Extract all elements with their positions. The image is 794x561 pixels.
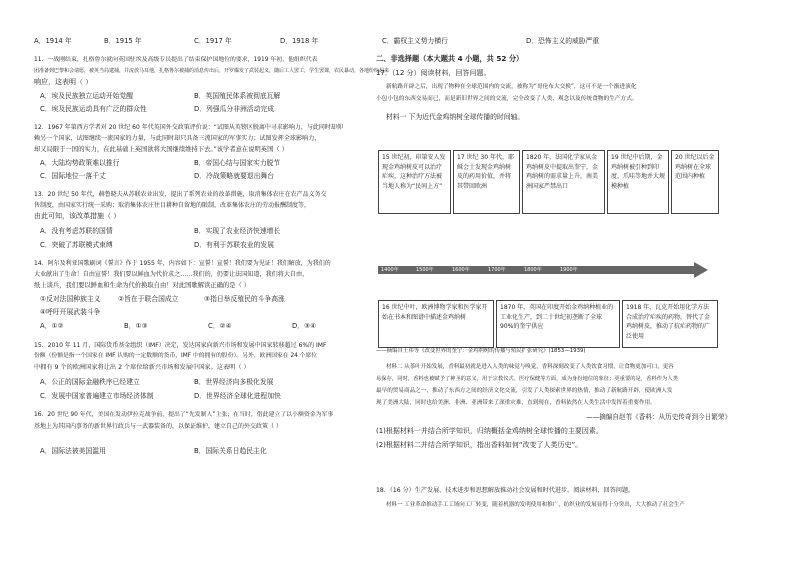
material-1-source: ——摘编自王祎等《改变世界的奎宁：金鸡纳树的传播与殖民扩张研究》(1853—1939) xyxy=(376,348,586,354)
q15-line-2: 份额（份额是指一个国家在 IMF 认购的一定数额的货币，IMF 中的拥有的股份）。另外，欧洲国家在 24 个席位 xyxy=(34,353,318,359)
q12-option-c: C．国际地位一落千丈 xyxy=(40,172,106,180)
timeline-box-5: 20 世纪以后金鸡纳树在全球范围内种植 xyxy=(671,150,719,214)
timeline-label-1500: 1500年 xyxy=(416,267,434,273)
timeline-label-1400: 1400年 xyxy=(381,267,399,273)
timeline-box-3: 1820 年，法国化学家从金鸡纳树皮中提取出奎宁，金鸡纳树的需求量上升，南美洲国家严禁出口 xyxy=(522,150,605,214)
material-2-line-1: 材料二 从茶叶开始发展，香料最初就是进入人类的味觉与嗅觉，香料深刻改变了人类饮食习惯，让食物更加可口，更容 xyxy=(386,364,674,370)
timeline-box-8: 1918 年，瓦克开始用化学方法合成治疗疟疾的药物，替代了金鸡纳树皮，推动了抗疟药物的广泛使用 xyxy=(622,300,718,348)
q14-line-2: 大业献出了生命！自由宣誓！我们要以鲜血为代价求之……我们的，仍要让法国知道，我们将大自由， xyxy=(34,271,309,278)
material-2-line-3: 最早的贸易商品之一，推动了东西方之间的经济文化交流，引发了人类探索世界的热情，推动了新航路开辟，使欧洲人发 xyxy=(376,388,673,394)
q14-option-a: A．①② xyxy=(40,322,64,330)
q15-option-b: B．世界经济向多极化发展 xyxy=(194,378,274,386)
q12-option-d: D．冷战策略就要退出舞台 xyxy=(194,172,274,180)
timeline-label-1900: 1900年 xyxy=(560,267,578,273)
q17-intro-1: 新航路开辟之后，出现了物种在全球范围内的交流，被称为“哥伦布大交换”，这可不是一个渐进演化 xyxy=(386,84,637,90)
q14-line-1: 14．阿尔及利亚国歌刷词《誓言》作于 1955 年，内容如下：宣誓！宣誓！我们要为见证！我们解放，为我们的 xyxy=(34,260,331,267)
timeline-box-2: 17 世纪 30 年代，耶稣会士发现金鸡纳树皮的药用价值，并将其带回欧洲 xyxy=(453,150,520,214)
q14-item-3: ③指日举反殖民的斗争高涨 xyxy=(204,295,285,303)
q13-option-c: C．突破了苏联模式束缚 xyxy=(40,241,113,249)
timeline-box-1: 15 世纪初，印第安人发现金鸡纳树皮可以治疗疟疾，这种治疗方法被当地人称为“民间上方” xyxy=(378,150,451,214)
option-d: D．恐怖主义的威胁严重 xyxy=(526,37,600,45)
q14-line-3: 纸上谈兵，我们要以鲜血和生命为代价换取自由！对此国歌解读正确的是（ ） xyxy=(34,282,251,289)
q13-option-a: A．没有考虑苏联的国情 xyxy=(40,227,113,235)
q14-option-d: D．③④ xyxy=(292,322,317,330)
q11-line-2: 团准备到巴黎和会请愿，被英当局逮捕，并流放马耳他，扎格鲁尔被捕的消息传出后，开罗爆发了武装起义，随后工人罢工，学生罢课，农民暴动，各地纷纷起来 xyxy=(34,68,390,74)
q16-line-2: 基地上为其国内事务的新世界行政兵与一武器装备的，以保证维护，建立自己的外交政策（ ） xyxy=(34,423,282,430)
q12-option-a: A．大陆均势政策难以推行 xyxy=(40,159,120,167)
timeline-box-6: 16 世纪中叶，欧洲博物学家和医学家开始在书本和图谱中描述金鸡纳树 xyxy=(378,300,494,348)
q13-line-3: 由此可知，该改革措施（ ） xyxy=(34,212,121,220)
q17-subquestion-1: (1)根据材料一并结合所学知识，归纳概括金鸡纳树全球传播的主要因素。 xyxy=(376,427,603,435)
material-2-line-2: 易保存，同时，香料也被赋予了神圣的意义，用于宗教仪式、医疗保健等方面，成为身份地位的象征；更重要的是，香料作为人类 xyxy=(376,376,678,382)
q14-item-4: ④呼吁开展武装斗争 xyxy=(40,308,101,316)
timeline-axis xyxy=(378,266,694,274)
material-2-line-4: 现了美洲大陆，同时也给美洲、非洲、亚洲带来了深重灾难，直到现在，香料依然在人类生活中发挥着重要作用。 xyxy=(376,400,656,406)
q11-line-1: 11．一战刚结束，扎格鲁尔就向英国驻埃及高级专员提出了结束保护国地位的要求，1919 年初，他组织代表 xyxy=(34,57,318,63)
timeline-box-7: 1870 年，英国在印度开始金鸡纳种植业的工业化生产，到二十世纪初垄断了全球 90%的奎宁供应 xyxy=(496,300,620,348)
q14-item-1: ①反对法国种族主义 xyxy=(40,295,101,303)
q17-head: 17．（12 分）阅读材料，回答问题。 xyxy=(376,69,491,77)
q15-option-c: C．发展中国家普遍建立市场经济体制 xyxy=(40,392,154,400)
timeline-box-4: 19 世纪中后期，金鸡纳树被引种到印度、爪哇等地并大规模种植 xyxy=(607,150,669,214)
q14-item-2: ②旨在于联合国成立 xyxy=(118,295,179,303)
section-title: 二、非选择题（本大题共 4 小题，共 52 分） xyxy=(376,54,524,63)
q16-option-b: B．国际关系日趋民主化 xyxy=(194,447,267,455)
option-d: D．1918 年 xyxy=(280,37,319,45)
option-a: A．1914 年 xyxy=(34,37,72,45)
q11-option-a: A．埃及民族独立运动开始觉醒 xyxy=(40,92,134,100)
material-2-source: ——摘编自赵苇《香料：从历史传奇到今日繁荣》 xyxy=(586,413,732,421)
q15-option-a: A．公正的国际金融秩序已经建立 xyxy=(40,378,140,386)
q13-line-1: 13．20 世纪 50 年代，赫鲁晓夫从苏联农业出发，提出了系列农业的改革措施，取消集体农庄在农产品义务交 xyxy=(34,191,327,198)
q12-line-1: 12．1967 年第西方学者对 20 世纪 60 年代英国外交政策评价说：“试图从英镑区脱离中寻求影响力，与此同时却仰 xyxy=(34,124,343,131)
q14-option-b: B．①③ xyxy=(124,322,148,330)
material-1-title: 材料一 下为近代金鸡纳树全球传播的时间轴。 xyxy=(386,113,525,121)
q12-option-b: B．帝国心结与国家实力脱节 xyxy=(194,159,281,167)
q12-line-2: 赖另一个国家，试图继续一流国家的力量，与此同时却只具备三流国家的军事实力；试图发挥全球影响力， xyxy=(34,135,321,142)
q16-option-a: A．国际法被美国滥用 xyxy=(40,447,106,455)
q13-option-b: B．实现了农业经济快速增长 xyxy=(194,227,281,235)
q15-line-1: 15．2010 年 11 月，国际货币基金组织（IMF）决定，发达国家向新兴市场和发展中国家转移超过 6%的 IMF xyxy=(34,342,327,349)
q11-line-3: 响应，这表明（ ） xyxy=(34,78,93,86)
q18-head: 18．（16 分）生产发展、技术进步和思想解放推动社会发展和时代进步。阅读材料，回答问题。 xyxy=(376,487,635,494)
timeline-label-1600: 1600年 xyxy=(452,267,470,273)
q11-option-c: C．埃及民族运动具有广泛的群众性 xyxy=(40,105,147,113)
q13-option-d: D．有利于苏联农业的发展 xyxy=(194,241,274,249)
option-b: B．1915 年 xyxy=(104,37,142,45)
q15-line-3: 中拥有 9 个的欧洲国家将让出 2 个席位给新兴市场和发展中国家。这表明（ ） xyxy=(34,364,250,371)
timeline-arrowhead xyxy=(694,262,708,278)
q17-subquestion-2: (2)根据材料二并结合所学知识，指出香料如何“改变了人类历史”。 xyxy=(376,441,583,449)
q13-line-2: 售制度，由国家实行统一采购；取消集体农庄往目耕种自留地的限制，改革集体农庄的劳动报酬制度等， xyxy=(34,202,311,209)
timeline-label-1800: 1800年 xyxy=(524,267,542,273)
q17-intro-2: 小包小包的东西交易而已，而是新旧世界之间的交流，完全改变了人类、观念以及传统食物的生产方式。 xyxy=(376,96,638,102)
q12-line-3: 却又局限于一国的实力，在此基础上英国欲将大国继续维持下去。”该学者意在说明英国（ ） xyxy=(34,146,288,153)
option-c: C．霸权主义势力横行 xyxy=(382,37,448,45)
timeline-label-1700: 1700年 xyxy=(488,267,506,273)
q11-option-d: D．列强瓜分非洲活动完成 xyxy=(194,105,274,113)
q15-option-d: D．世界经济全球化进程加快 xyxy=(194,392,281,400)
q14-option-c: C．②④ xyxy=(208,322,232,330)
q18-material-1: 材料一 工业革命推动手工工场向工厂转变，随着机器的发明使用和推广，纺织业的发展显得十分突出，大大推动了社会生产 xyxy=(386,502,685,508)
q16-line-1: 16．20 世纪 90 年代，美国在发动伊拉克战争前，提出了“先发制人”主张；在当时，借此建立了以小额资金为军事 xyxy=(34,412,334,418)
q11-option-b: B．英国殖民体系被彻底瓦解 xyxy=(194,92,281,100)
option-c: C．1917 年 xyxy=(194,37,232,45)
